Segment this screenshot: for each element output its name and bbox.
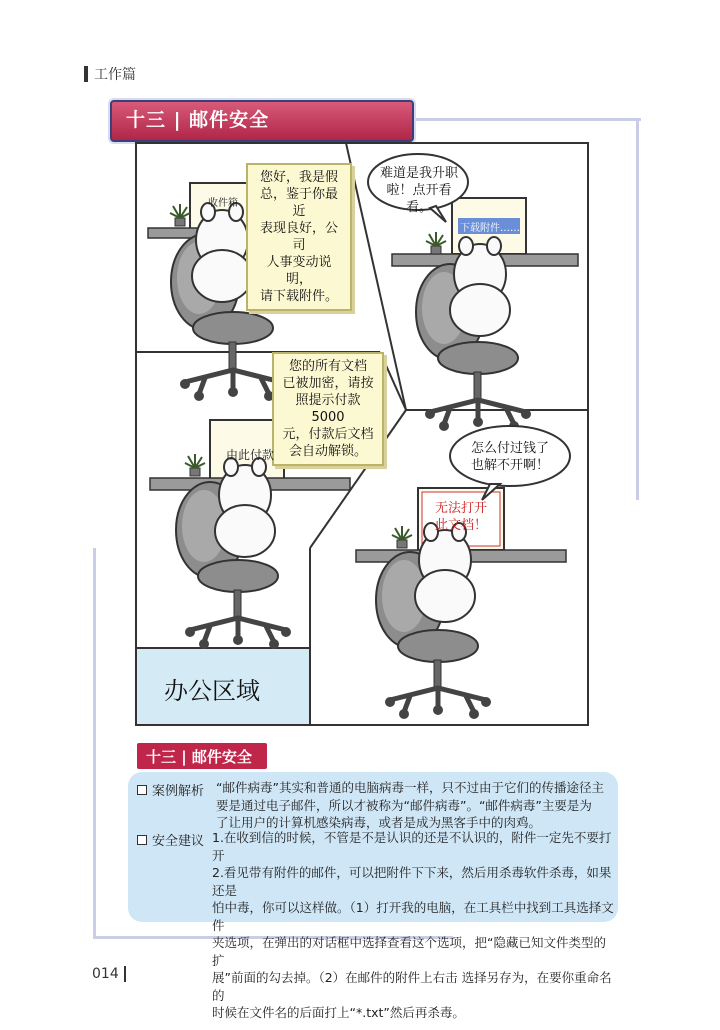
page-number: 014 [92,966,119,982]
advice-label: 安全建议 [152,834,205,849]
note-line: 表现良好，公司 [259,221,338,253]
running-head: 工作篇 [94,67,136,83]
text-line: 了让用户的计算机感染病毒，或者是成为黑客手中的肉鸡。 [216,815,542,830]
thought-line: 难道是我升职 [379,166,458,181]
text-line: 怕中毒，你可以这样做。（1）打开我的电脑，在工具栏中找到工具选择文件 [212,900,614,933]
section-heading: 十三 | 邮件安全 [146,748,252,766]
thought-line: 啦！点开看看。 [386,183,452,215]
thought-line: 也解不开啊！ [470,458,549,473]
text-line: 时候在文件名的后面打上“*.txt”然后再杀毒。 [212,1005,465,1020]
note-line: 您好，我是假 [259,170,338,185]
panel4-error [424,500,498,534]
text-line: 1.在收到信的时候，不管是不是认识的还是不认识的，附件一定先不要打开 [212,830,612,863]
checkbox-icon [137,835,147,845]
note-line: 您的所有文档 [288,359,367,374]
note-line: 会自动解锁。 [288,444,367,459]
thought-line: 怎么付过钱了 [470,441,549,456]
panel3-note [272,352,384,466]
text-line: 2.看见带有附件的邮件，可以把附件下下来，然后用杀毒软件杀毒，如果还是 [212,865,612,898]
note-line: 已被加密，请按 [282,376,374,391]
note-line: 人事变动说明， [266,255,332,287]
text-line: 夹选项，在弹出的对话框中选择查看这个选项，把“隐藏已知文件类型的扩 [212,935,606,968]
note-line: 照提示付款5000 [295,393,361,425]
error-line: 无法打开 [434,501,487,516]
banner-title: 十三 | 邮件安全 [126,109,270,131]
error-line: 此文档！ [434,518,487,533]
panel1-screen-label: 收件箱 [208,198,238,209]
panel1-note [246,163,352,311]
panel4-thought [462,440,558,474]
panel2-thought [378,165,460,216]
case-text [216,779,616,832]
note-line: 请下载附件。 [259,289,338,304]
area-label: 办公区域 [164,676,260,705]
text-line: 要是通过电子邮件，所以才被称为“邮件病毒”。“邮件病毒”主要是为 [216,797,592,813]
text-line: 展”前面的勾去掉。（2）在邮件的附件上右击 选择另存为，在要你重命名的 [212,970,612,1003]
advice-text [212,829,616,1022]
page-number-bar [124,966,126,982]
panel3-screen-label: 由此付款 [226,448,275,462]
download-attachment-button: 下载附件…… [460,223,520,234]
text-line: “邮件病毒”其实和普通的电脑病毒一样，只不过由于它们的传播途径主 [216,780,604,795]
note-line: 元，付款后文档 [282,427,374,442]
note-line: 总，鉴于你最近 [259,187,338,219]
case-label: 案例解析 [152,784,205,799]
checkbox-icon [137,785,147,795]
